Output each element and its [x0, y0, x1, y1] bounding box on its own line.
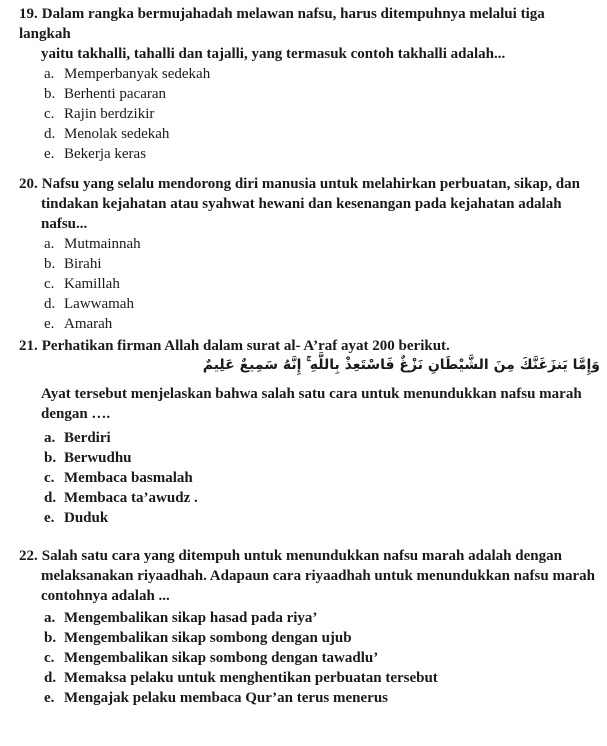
question-text: Perhatikan firman Allah dalam surat al- A’raf ayat 200 berikut.	[41, 338, 450, 354]
question-text: Dalam rangka bermujahadah melawan nafsu, harus ditempuhnya melalui tiga langkah	[19, 6, 545, 42]
question-20-stem	[19, 174, 597, 194]
option-a[interactable]: a. Mutmainnah	[44, 236, 141, 252]
option-c[interactable]: c. Rajin berdzikir	[44, 106, 155, 122]
arabic-verse: وَإِمَّا يَنزَغَنَّكَ مِنَ الشَّيْطَانِ نَزْغٌ فَاسْتَعِذْ بِاللَّهِ ۚ إِنَّهُ سَمِيعٌ عَلِيمٌ	[202, 357, 600, 373]
option-c[interactable]: c. Mengembalikan sikap sombong dengan tawadlu’	[44, 650, 379, 666]
question-number: 20.	[19, 176, 38, 192]
question-22-stem	[19, 546, 597, 566]
question-22-stem-cont: melaksanakan riyaadhah. Adapaun cara riyaadhah untuk menundukkan nafsu marah	[41, 568, 595, 584]
question-21-stem-cont: Ayat tersebut menjelaskan bahwa salah satu cara untuk menundukkan nafsu marah	[41, 386, 582, 402]
question-19-stem-cont: yaitu takhalli, tahalli dan tajalli, yang termasuk contoh takhalli adalah...	[41, 46, 506, 62]
question-number: 22.	[19, 548, 38, 564]
option-a[interactable]: a. Memperbanyak sedekah	[44, 66, 211, 82]
question-21-options	[19, 428, 597, 528]
question-22-stem-cont2: contohnya adalah ...	[41, 588, 170, 604]
option-c[interactable]: c. Membaca basmalah	[44, 470, 193, 486]
option-d[interactable]: d. Memaksa pelaku untuk menghentikan perbuatan tersebut	[44, 670, 438, 686]
option-b[interactable]: b. Berhenti pacaran	[44, 86, 167, 102]
option-d[interactable]: d. Lawwamah	[44, 296, 134, 312]
question-20-stem-cont: tindakan kejahatan atau syahwat hewani dan kesenangan pada kejahatan adalah nafsu...	[41, 196, 562, 232]
option-b[interactable]: b. Birahi	[44, 256, 102, 272]
option-d[interactable]: d. Menolak sedekah	[44, 126, 170, 142]
option-e[interactable]: e. Mengajak pelaku membaca Qur’an terus menerus	[44, 690, 389, 706]
option-e[interactable]: e. Duduk	[44, 510, 109, 526]
option-d[interactable]: d. Membaca ta’awudz .	[44, 490, 198, 506]
question-number: 19.	[19, 6, 38, 22]
question-number: 21.	[19, 338, 38, 354]
option-a[interactable]: a. Berdiri	[44, 430, 111, 446]
option-c[interactable]: c. Kamillah	[44, 276, 120, 292]
question-21-stem	[19, 336, 597, 356]
question-20	[19, 174, 597, 334]
question-21-body	[19, 384, 597, 424]
option-e[interactable]: e. Bekerja keras	[44, 146, 147, 162]
option-a[interactable]: a. Mengembalikan sikap hasad pada riya’	[44, 610, 318, 626]
question-21	[19, 336, 597, 356]
question-19-stem	[19, 4, 597, 44]
question-text: Nafsu yang selalu mendorong diri manusia untuk melahirkan perbuatan, sikap, dan	[41, 176, 580, 192]
question-21-stem-cont2: dengan ….	[41, 406, 111, 422]
question-19	[19, 4, 597, 164]
option-b[interactable]: b. Mengembalikan sikap sombong dengan ujub	[44, 630, 352, 646]
option-e[interactable]: e. Amarah	[44, 316, 113, 332]
question-22-options	[19, 608, 597, 708]
option-b[interactable]: b. Berwudhu	[44, 450, 132, 466]
question-text: Salah satu cara yang ditempuh untuk menundukkan nafsu marah adalah dengan	[41, 548, 562, 564]
question-22	[19, 546, 597, 606]
